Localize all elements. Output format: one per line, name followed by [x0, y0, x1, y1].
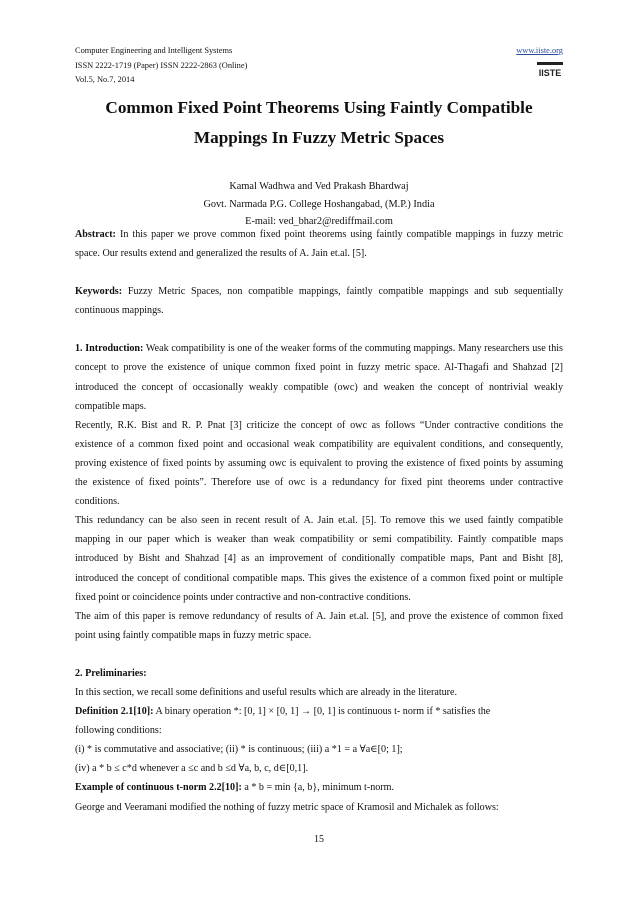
page-number: 15: [314, 834, 324, 845]
preliminaries-heading-text: 2. Preliminaries:: [75, 667, 147, 679]
title-line-1: Common Fixed Point Theorems Using Faintly Compatible: [105, 98, 533, 117]
intro-paragraph-3: This redundancy can be also seen in recent result of A. Jain et.al. [5]. To remove this we used faintly compatible mapping in our paper which is weaker than weak compatibility or semi compatibility. Faintly compatible maps introduced by Bisht and Shahzad [4] as an improvement of conditionally compatible maps, Pant and Bisht [8], introduced the concept of conditional compatible maps. This gives the existence of a common fixed point or multiple fixed point or coincidence points under contractive and non-contractive conditions.: [75, 515, 563, 603]
definition-label: Definition 2.1[10]:: [75, 706, 154, 718]
journal-url-link[interactable]: www.iiste.org: [516, 46, 563, 55]
example-2-2: [75, 778, 563, 797]
abstract-paragraph: [75, 225, 563, 263]
intro-paragraph-4: The aim of this paper is remove redundancy of results of A. Jain et.al. [5], and prove the existence of common fixed point using faintly compatible maps in fuzzy metric space.: [75, 610, 563, 641]
intro-paragraph-1: [75, 339, 563, 415]
journal-name: Computer Engineering and Intelligent Systems: [75, 46, 233, 55]
author-email: E-mail: ved_bhar2@rediffmail.com: [245, 216, 393, 227]
svg-text:IISTE: IISTE: [538, 68, 562, 78]
author-block: [75, 178, 563, 231]
author-affiliation: Govt. Narmada P.G. College Hoshangabad, (M.P.) India: [203, 198, 435, 210]
paper-body: [75, 225, 563, 817]
author-names: Kamal Wadhwa and Ved Prakash Bhardwaj: [229, 181, 409, 192]
preliminaries-last: George and Veeramani modified the nothing of fuzzy metric space of Kramosil and Michalek as follows:: [75, 801, 499, 813]
intro-heading: 1. Introduction:: [75, 343, 144, 355]
preliminaries-intro: In this section, we recall some definitions and useful results which are already in the literature.: [75, 686, 458, 698]
definition-2-1: [75, 702, 563, 721]
definition-text-cont: following conditions:: [75, 725, 162, 737]
intro-paragraph-2: Recently, R.K. Bist and R. P. Pnat [3] criticize the concept of owc as follows “Under contractive conditions the existence of a common fixed point and occasional weak compatibility are equivalent conditions, and consequently, proving existence of fixed points by assuming owc is equivalent to proving the existence of fixed points by assuming the existence of fixed points”. Therefore use of owc is a redundancy for fixed pint theorems under contractive conditions.: [75, 419, 563, 508]
intro-text-1: Weak compatibility is one of the weaker forms of the commuting mappings. Many researchers use this concept to prove the existence of unique common fixed point in fuzzy metric space. Al-Thagafi and Shahzad [2] introduced the concept of occasionally weakly compatible (owc) and weaken the concept of nontrivial weakly compatible maps.: [75, 343, 563, 412]
condition-line-2: (iv) a * b ≤ c*d whenever a ≤c and b ≤d ∀a, b, c, d∈[0,1].: [75, 763, 309, 775]
example-label: Example of continuous t-norm 2.2[10]:: [75, 782, 242, 794]
preliminaries-heading: [75, 664, 563, 683]
example-text: a * b = min {a, b}, minimum t-norm.: [241, 782, 395, 794]
journal-volume: Vol.5, No.7, 2014: [75, 75, 135, 84]
condition-line-1: (i) * is commutative and associative; (ii) * is continuous; (iii) a *1 = a ∀a∈[0; 1];: [75, 744, 403, 756]
abstract-text: In this paper we prove common fixed point theorems using faintly compatible mappings in fuzzy metric space. Our results extend and generalized the results of A. Jain et.al. [5].: [75, 229, 563, 260]
keywords-text: Fuzzy Metric Spaces, non compatible mappings, faintly compatible mappings and sub sequentially continuous mappings.: [75, 286, 563, 317]
keywords-label: Keywords:: [75, 286, 123, 298]
journal-issn: ISSN 2222-1719 (Paper) ISSN 2222-2863 (Online): [75, 60, 248, 70]
iiste-logo-icon: [537, 62, 563, 78]
paper-title: [75, 93, 563, 153]
keywords-paragraph: [75, 282, 563, 320]
title-line-2: Mappings In Fuzzy Metric Spaces: [193, 128, 445, 147]
journal-header: [75, 44, 563, 88]
definition-text: A binary operation *: [0, 1] × [0, 1] → [0, 1] is continuous t- norm if * satisfies the: [153, 706, 491, 718]
abstract-label: Abstract:: [75, 229, 116, 240]
